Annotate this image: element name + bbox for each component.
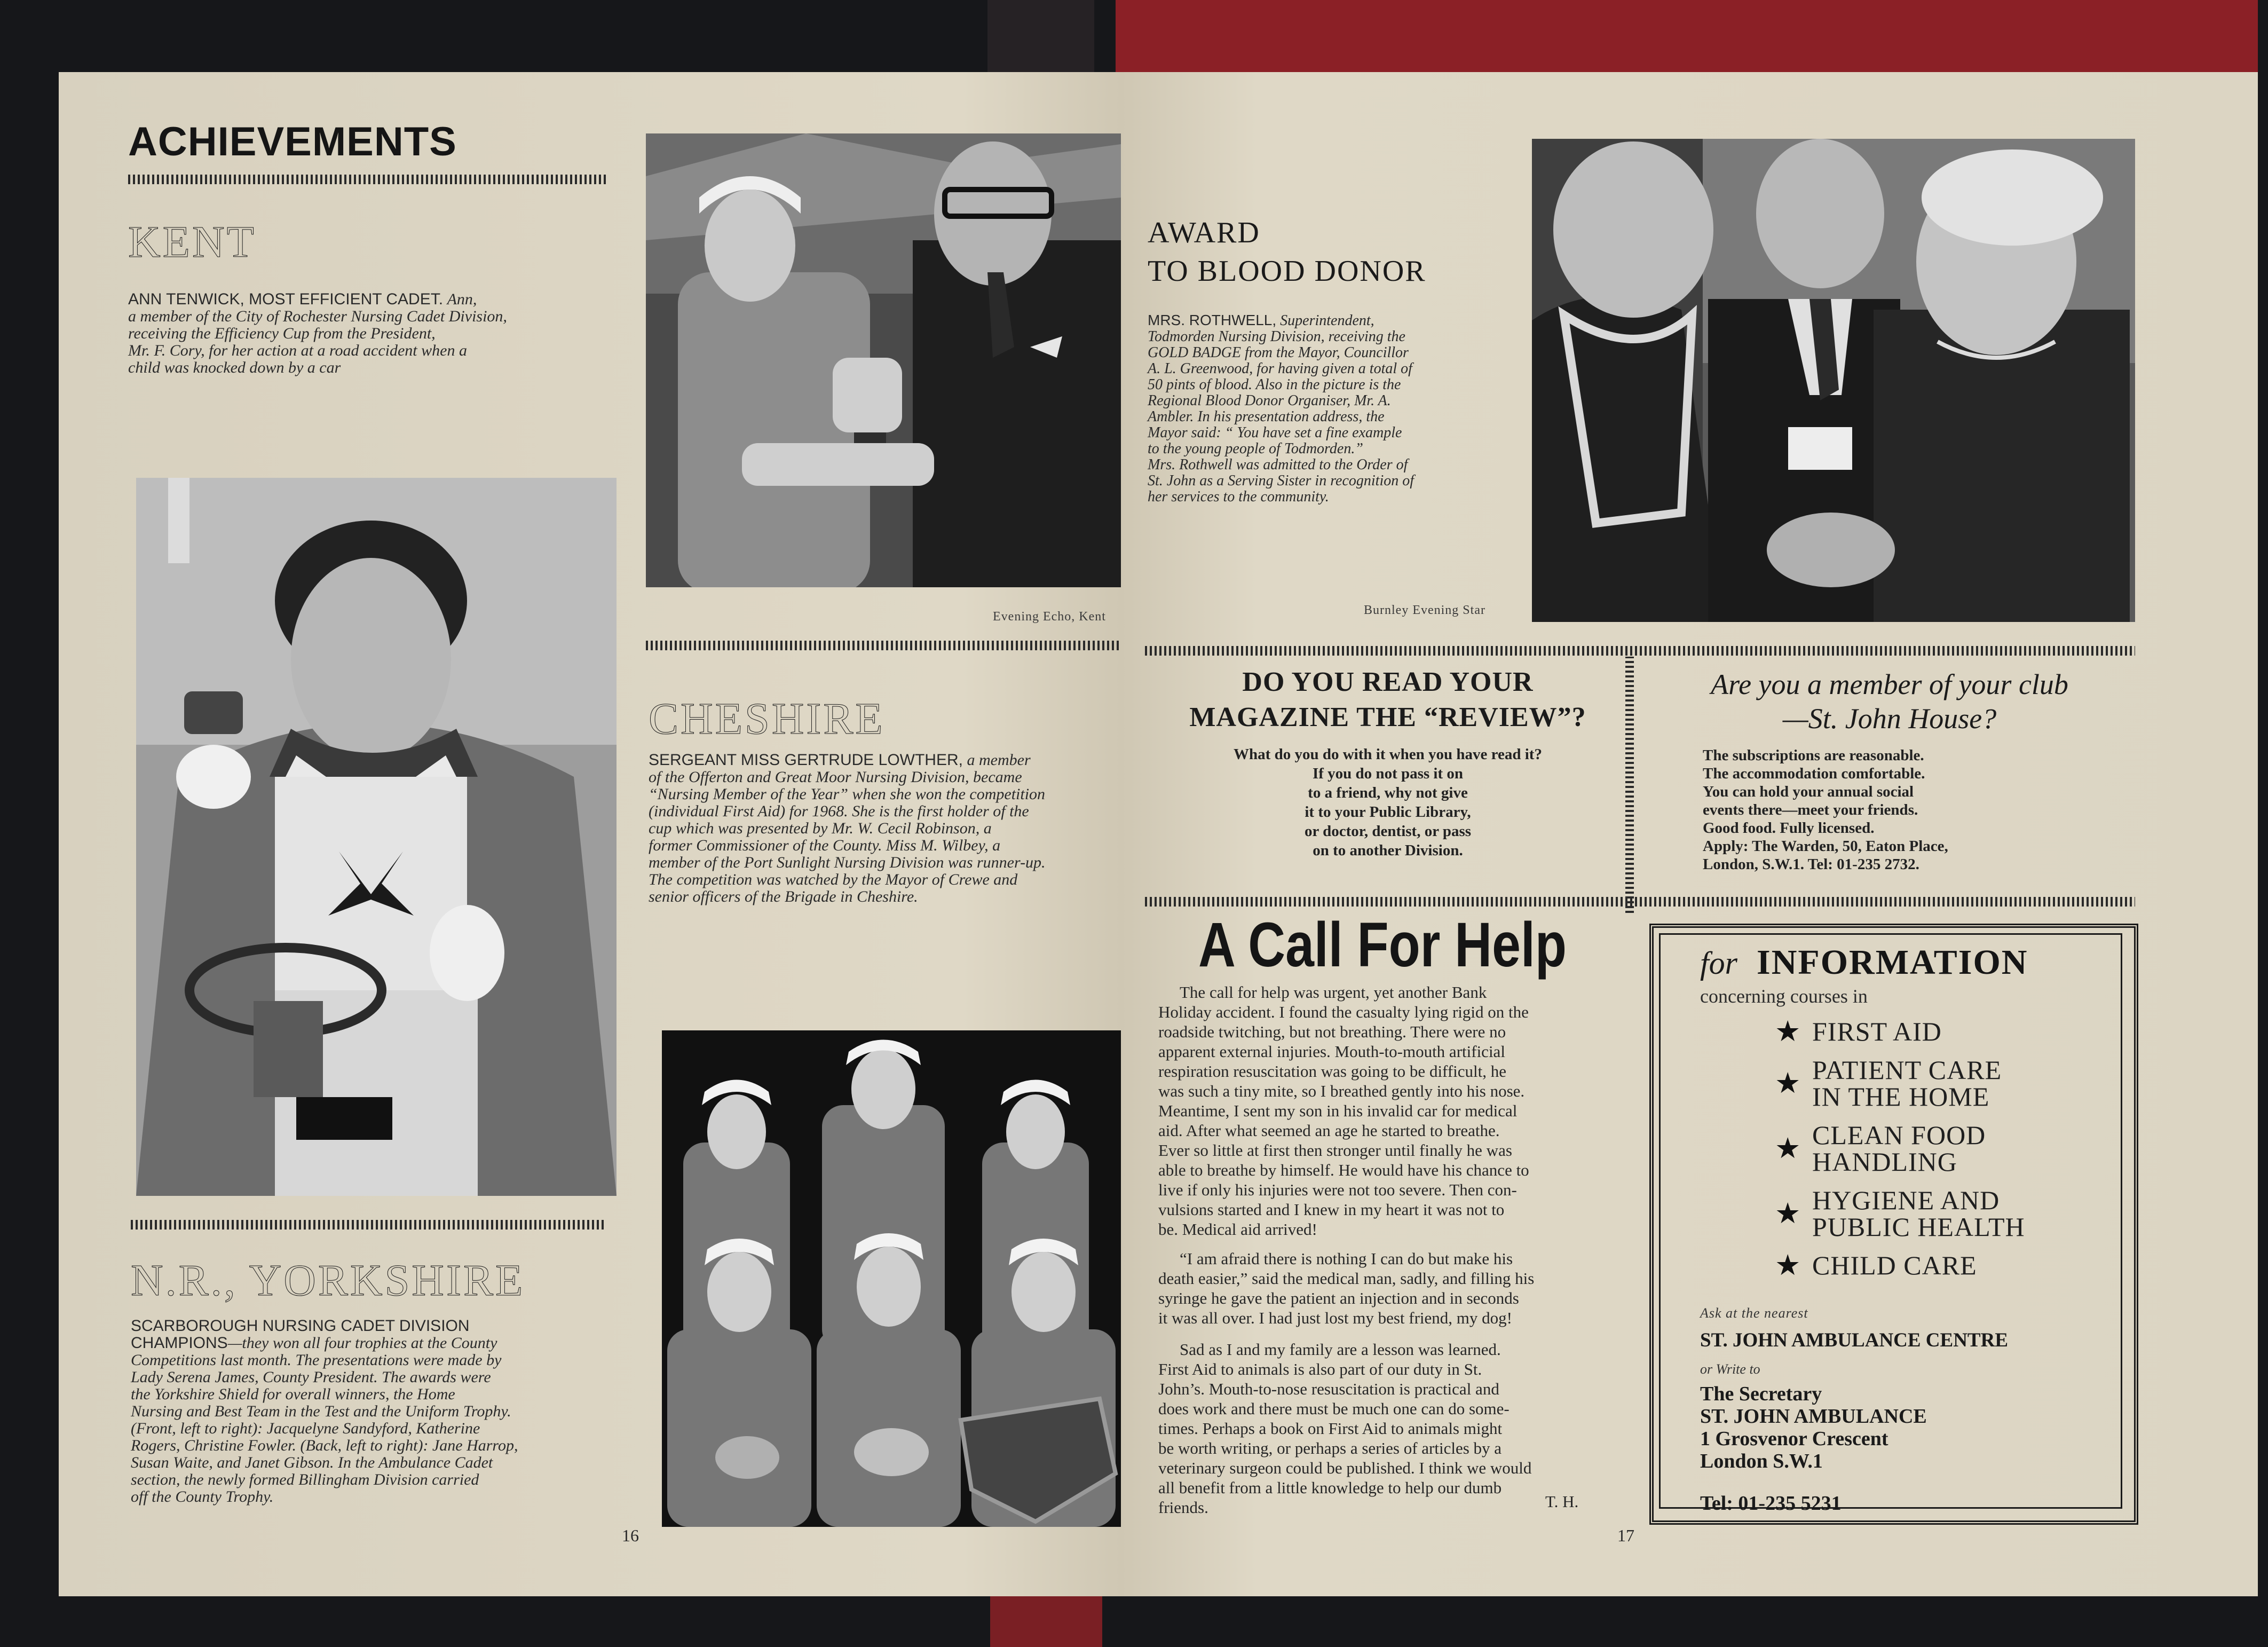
blood-donor-line: to the young people of Todmorden.”	[1148, 440, 1363, 457]
club-ad-line: events there—meet your friends.	[1703, 801, 1918, 818]
article-line: apparent external injuries. Mouth-to-mouth artificial	[1158, 1042, 1505, 1061]
article-line: Holiday accident. I found the casualty lying rigid on the	[1158, 1003, 1529, 1021]
course-label: HYGIENE AND	[1812, 1185, 2000, 1215]
article-line: Ever so little at first then stronger until finally he was	[1158, 1141, 1512, 1160]
review-ad-title: MAGAZINE THE “REVIEW”?	[1189, 702, 1586, 732]
course-label: PATIENT CARE	[1812, 1055, 2002, 1085]
article-line: respiration resuscitation was going to be difficult, he	[1158, 1062, 1506, 1081]
cheshire-lead: SERGEANT MISS GERTRUDE LOWTHER,	[649, 751, 963, 769]
kent-caption	[128, 291, 619, 376]
course-item	[1775, 1249, 2116, 1281]
article-line: Meantime, I sent my son in his invalid car for medical	[1158, 1101, 1518, 1120]
article-line: veterinary surgeon could be published. I think we would	[1158, 1459, 1532, 1477]
blood-donor-line: A. L. Greenwood, for having given a total of	[1148, 360, 1412, 377]
page-number: 16	[622, 1526, 639, 1545]
vertical-divider	[1625, 657, 1634, 913]
review-ad-line: What do you do with it when you have read it?	[1234, 746, 1542, 763]
article-line: vulsions started and I knew in my heart it was not to	[1158, 1200, 1505, 1219]
club-ad-line: The accommodation comfortable.	[1703, 765, 1925, 782]
article-line: death easier,” said the medical man, sadly, and filling his	[1158, 1269, 1535, 1288]
yorkshire-line: section, the newly formed Billingham Division carried	[131, 1471, 479, 1488]
info-title: INFORMATION	[1757, 943, 2028, 982]
article-signature: T. H.	[1545, 1492, 1579, 1511]
info-address-line: The Secretary	[1700, 1383, 1822, 1405]
cheshire-line: member of the Port Sunlight Nursing Division was runner-up.	[649, 854, 1046, 871]
kent-photo-credit: Evening Echo, Kent	[993, 610, 1106, 624]
kent-lead-tail: Ann,	[447, 290, 477, 308]
club-ad-line: The subscriptions are reasonable.	[1703, 747, 1924, 764]
yorkshire-line: Nursing and Best Team in the Test and the Uniform Trophy.	[131, 1402, 511, 1420]
blood-donor-photo-credit: Burnley Evening Star	[1364, 603, 1485, 617]
divider-rule	[128, 175, 609, 184]
info-subtitle: concerning courses in	[1700, 986, 1868, 1007]
course-item	[1775, 1122, 2116, 1175]
kent-line: receiving the Efficiency Cup from the President,	[128, 325, 436, 342]
article-line: John’s. Mouth-to-nose resuscitation is practical and	[1158, 1380, 1499, 1398]
blood-donor-lead: MRS. ROTHWELL,	[1148, 312, 1277, 328]
yorkshire-lead: CHAMPIONS	[131, 1334, 228, 1352]
star-icon: ★	[1775, 1015, 1801, 1047]
yorkshire-lead: SCARBOROUGH NURSING CADET DIVISION	[131, 1317, 470, 1335]
info-address-line: 1 Grosvenor Crescent	[1700, 1428, 1888, 1450]
region-kent: KENT	[128, 217, 256, 267]
yorkshire-line: Rogers, Christine Fowler. (Back, left to right): Jane Harrop,	[131, 1437, 518, 1454]
review-ad-line: or doctor, dentist, or pass	[1304, 823, 1472, 840]
course-label: CLEAN FOOD	[1812, 1120, 1986, 1150]
info-address-line: ST. JOHN AMBULANCE	[1700, 1405, 1927, 1428]
divider-rule	[646, 641, 1121, 650]
kent-cadet-photo	[646, 133, 1121, 587]
course-item	[1775, 1057, 2116, 1110]
cheshire-lead-tail: a member	[967, 751, 1031, 769]
club-ad-title: Are you a member of your club	[1711, 668, 2068, 700]
cheshire-line: cup which was presented by Mr. W. Cecil Robinson, a	[649, 819, 992, 837]
info-or-write: or Write to	[1700, 1361, 1760, 1377]
article-line: First Aid to animals is also part of our duty in St.	[1158, 1360, 1482, 1378]
blood-donor-heading-line: AWARD	[1148, 216, 1260, 249]
club-ad-line: Good food. Fully licensed.	[1703, 819, 1875, 837]
kent-lead: ANN TENWICK, MOST EFFICIENT CADET.	[128, 290, 444, 308]
article-line: times. Perhaps a book on First Aid to animals might	[1158, 1419, 1503, 1438]
article-line: all benefit from a little knowledge to help our dumb	[1158, 1478, 1502, 1497]
yorkshire-line: Susan Waite, and Janet Gibson. In the Ambulance Cadet	[131, 1454, 493, 1471]
blood-donor-caption	[1148, 312, 1521, 505]
review-ad-line: it to your Public Library,	[1305, 803, 1471, 821]
article-line: “I am afraid there is nothing I can do but make his	[1180, 1249, 1513, 1268]
page-number: 17	[1617, 1526, 1634, 1545]
article-line: be worth writing, or perhaps a series of articles by a	[1158, 1439, 1502, 1457]
divider-rule	[131, 1220, 606, 1230]
cheshire-line: former Commissioner of the County. Miss M. Wilbey, a	[649, 837, 1001, 854]
review-ad-line: If you do not pass it on	[1312, 765, 1464, 782]
call-for-help-article	[1158, 982, 1612, 1517]
star-icon: ★	[1775, 1132, 1801, 1164]
review-ad-line: to a friend, why not give	[1308, 784, 1468, 801]
info-address-line: London S.W.1	[1700, 1450, 1823, 1472]
blood-donor-photo	[1532, 139, 2135, 622]
article-line: roadside twitching, but not breathing. There were no	[1158, 1022, 1506, 1041]
cheshire-line: (individual First Aid) for 1968. She is the first holder of the	[649, 802, 1029, 820]
info-for-word: for	[1700, 945, 1738, 981]
blood-donor-line: Regional Blood Donor Organiser, Mr. A.	[1148, 392, 1391, 409]
article-line: Sad as I and my family are a lesson was learned.	[1180, 1340, 1501, 1359]
region-yorkshire: N.R., YORKSHIRE	[131, 1256, 525, 1305]
yorkshire-group-photo	[662, 1030, 1121, 1527]
club-ad-title: —St. John House?	[1782, 703, 1997, 735]
divider-rule	[1145, 897, 2135, 907]
blood-donor-line: her services to the community.	[1148, 488, 1329, 505]
review-ad-line: on to another Division.	[1313, 842, 1463, 859]
course-label: CHILD CARE	[1812, 1250, 1977, 1280]
star-icon: ★	[1775, 1197, 1801, 1230]
blood-donor-line: 50 pints of blood. Also in the picture is the	[1148, 376, 1401, 393]
review-ad	[1145, 665, 1631, 860]
call-for-help-title: A Call For Help	[1198, 910, 1567, 980]
article-line: aid. After what seemed an age he started to breathe.	[1158, 1121, 1500, 1140]
club-ad	[1649, 667, 2130, 873]
article-line: friends.	[1158, 1498, 1208, 1517]
cheshire-line: of the Offerton and Great Moor Nursing Division, became	[649, 768, 1022, 786]
blood-donor-line: Mrs. Rothwell was admitted to the Order of	[1148, 456, 1408, 473]
region-cheshire: CHESHIRE	[649, 694, 885, 744]
blood-donor-lead-tail: Superintendent,	[1280, 312, 1374, 329]
binding-top	[987, 0, 1094, 72]
info-centre: ST. JOHN AMBULANCE CENTRE	[1700, 1329, 2009, 1351]
article-line: it was all over. I had just lost my best friend, my dog!	[1158, 1309, 1512, 1327]
blood-donor-line: Mayor said: “ You have set a fine example	[1148, 424, 1402, 441]
cheshire-portrait-photo	[136, 478, 617, 1196]
star-icon: ★	[1775, 1249, 1801, 1281]
club-ad-line: London, S.W.1. Tel: 01-235 2732.	[1703, 856, 1919, 873]
cheshire-line: The competition was watched by the Mayor of Crewe and	[649, 871, 1018, 888]
cheshire-line: “Nursing Member of the Year” when she won the competition	[649, 785, 1046, 803]
cheshire-line: senior officers of the Brigade in Cheshire.	[649, 888, 918, 905]
yorkshire-line: Lady Serena James, County President. The awards were	[131, 1368, 491, 1386]
blood-donor-line: Ambler. In his presentation address, the	[1148, 408, 1385, 425]
course-label: HANDLING	[1812, 1147, 1957, 1177]
info-ask: Ask at the nearest	[1700, 1305, 1808, 1321]
star-icon: ★	[1775, 1067, 1801, 1099]
yorkshire-caption	[131, 1318, 611, 1506]
review-ad-title: DO YOU READ YOUR	[1242, 667, 1534, 697]
article-line: syringe he gave the patient an injection and in seconds	[1158, 1289, 1519, 1307]
blood-donor-line: GOLD BADGE from the Mayor, Councillor	[1148, 344, 1409, 361]
yorkshire-line: off the County Trophy.	[131, 1488, 274, 1506]
section-heading: ACHIEVEMENTS	[128, 119, 457, 164]
divider-rule	[1145, 646, 2135, 656]
kent-line: a member of the City of Rochester Nursing Cadet Division,	[128, 308, 507, 325]
article-line: The call for help was urgent, yet another Bank	[1180, 983, 1487, 1002]
yorkshire-line: (Front, left to right): Jacquelyne Sandyford, Katherine	[131, 1420, 480, 1437]
course-item	[1775, 1187, 2116, 1240]
course-label: PUBLIC HEALTH	[1812, 1212, 2025, 1242]
article-line: does work and there must be much one can do some-	[1158, 1399, 1510, 1418]
blood-donor-line: Todmorden Nursing Division, receiving the	[1148, 328, 1405, 345]
cheshire-caption	[649, 752, 1118, 905]
binding-bottom	[990, 1596, 1102, 1647]
blood-donor-heading	[1148, 214, 1426, 290]
kent-line: Mr. F. Cory, for her action at a road accident when a	[128, 342, 467, 359]
information-ad	[1700, 942, 2116, 1515]
course-label: IN THE HOME	[1812, 1082, 1990, 1112]
yorkshire-lead-tail: —they won all four trophies at the County	[227, 1334, 497, 1352]
article-line: live if only his injuries were not too severe. Then con-	[1158, 1180, 1517, 1199]
blood-donor-line: St. John as a Serving Sister in recognition of	[1148, 472, 1414, 489]
club-ad-line: Apply: The Warden, 50, Eaton Place,	[1703, 838, 1948, 855]
article-line: was such a tiny mite, so I breathed gently into his nose.	[1158, 1082, 1525, 1100]
article-line: able to breathe by himself. He would have his chance to	[1158, 1161, 1529, 1179]
binding-cover-edge	[1116, 0, 2258, 72]
info-tel: Tel: 01-235 5231	[1700, 1492, 1842, 1515]
course-label: FIRST AID	[1812, 1016, 1942, 1046]
club-ad-line: You can hold your annual social	[1703, 783, 1914, 800]
blood-donor-heading-line: TO BLOOD DONOR	[1148, 255, 1426, 288]
kent-line: child was knocked down by a car	[128, 359, 341, 376]
yorkshire-line: Competitions last month. The presentations were made by	[131, 1351, 502, 1369]
yorkshire-line: the Yorkshire Shield for overall winners, the Home	[131, 1385, 455, 1403]
article-line: be. Medical aid arrived!	[1158, 1220, 1317, 1239]
course-item	[1775, 1015, 2116, 1047]
